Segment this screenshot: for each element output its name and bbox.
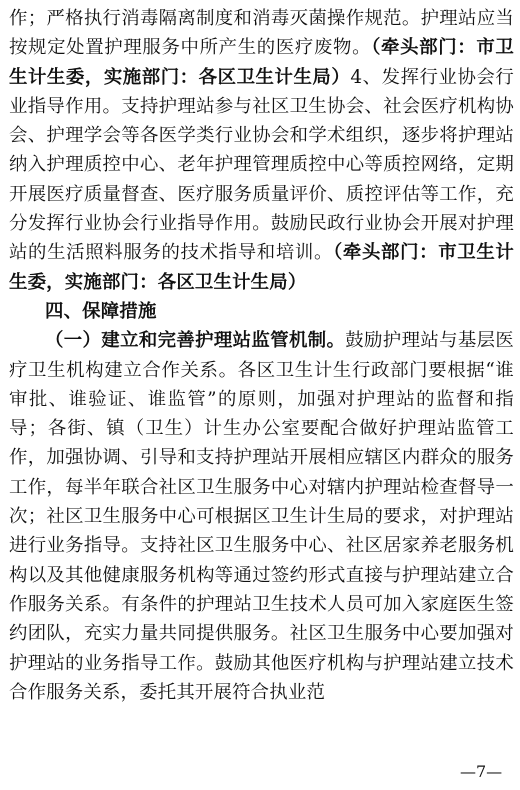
paragraph-text: 4、发挥行业协会行业指导作用。支持护理站参与社区卫生协会、社会医疗机构协会、护理学会等各医学类行业协会和学术组织，逐步将护理站纳入护理质控中心、老年护理管理质控中心等质控网络，定期开展医疗质量督查、医疗服务质量评价、质控评估等工作，充分发挥行业协会行业指导作用。鼓励民政行业协会开展对护理站的生活照料服务的技术指导和培训。	[9, 66, 514, 264]
responsible-department-note: （牵头部门：市卫生计生委，实施部门：各区卫生计生局）	[9, 242, 514, 293]
body-text	[9, 4, 514, 707]
page-number: —7—	[460, 762, 503, 781]
paragraph	[9, 326, 514, 707]
paragraph-text: 鼓励护理站与基层医疗卫生机构建立合作关系。各区卫生计生行政部门要根据“谁审批、谁验证、谁监管”的原则，加强对护理站的监督和指导；各街、镇（卫生）计生办公室要配合做好护理站监管工作，加强协调、引导和支持护理站开展相应辖区内群众的服务工作，每半年联合社区卫生服务中心对辖内护理站检查督导一次；社区卫生服务中心可根据区卫生计生局的要求，对护理站进行业务指导。支持社区卫生服务中心、社区居家养老服务机构以及其他健康服务机构等通过签约形式直接与护理站建立合作服务关系。有条件的护理站卫生技术人员可加入家庭医生签约团队，充实力量共同提供服务。社区卫生服务中心要加强对护理站的业务指导工作。鼓励其他医疗机构与护理站建立技术合作服务关系，委托其开展符合执业范	[9, 330, 514, 703]
responsible-department-note: （牵头部门：市卫生计生委，实施部门：各区卫生计生局）	[9, 37, 514, 88]
section-heading: 四、保障措施	[45, 300, 157, 322]
paragraph-continuation	[9, 4, 514, 297]
paragraph-text: 作；严格执行消毒隔离制度和消毒灭菌操作规范。护理站应当按规定处置护理服务中所产生的医疗废物。	[9, 8, 514, 59]
subsection-title: （一）建立和完善护理站监管机制。	[45, 330, 346, 352]
